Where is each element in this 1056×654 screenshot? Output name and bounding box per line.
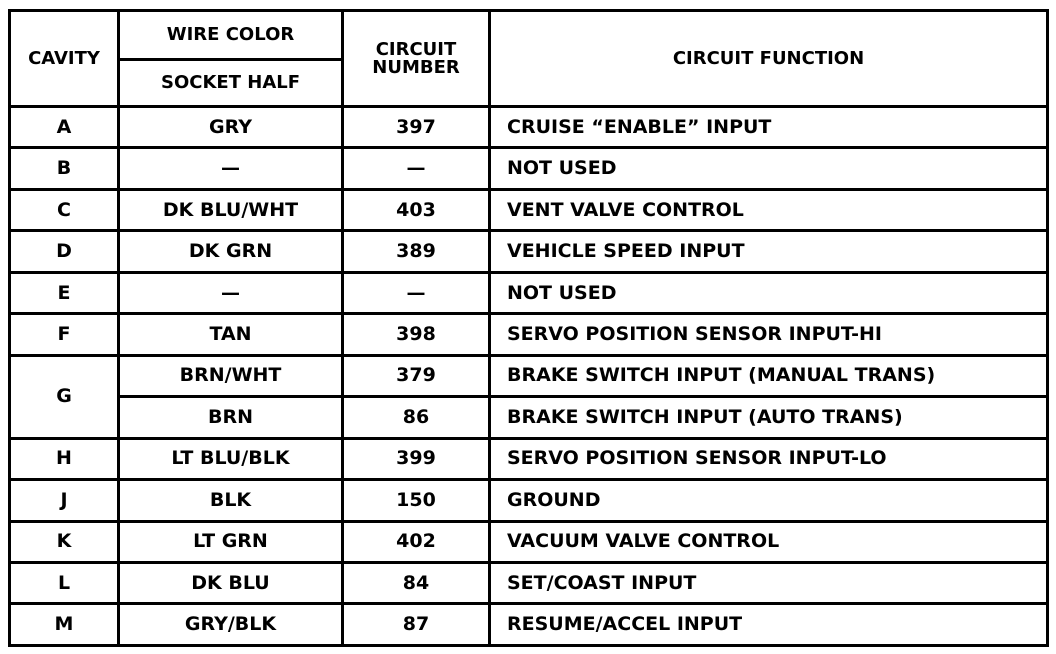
table-row-f (10, 314, 1048, 355)
circuit-number-cell: 87 (343, 604, 490, 646)
circuit-number-cell: 402 (343, 521, 490, 562)
header-socket-half: SOCKET HALF (119, 60, 343, 107)
wire-color-cell: GRY (119, 107, 343, 148)
table-row-h (10, 438, 1048, 479)
cavity-cell: M (10, 604, 119, 646)
cavity-cell: K (10, 521, 119, 562)
wire-color-cell: — (119, 148, 343, 189)
wire-color-cell: BLK (119, 480, 343, 521)
wire-color-cell: BRN/WHT (119, 355, 343, 396)
circuit-function-cell: SET/COAST INPUT (490, 562, 1048, 603)
circuit-function-cell: GROUND (490, 480, 1048, 521)
wire-color-cell: GRY/BLK (119, 604, 343, 646)
cavity-cell: H (10, 438, 119, 479)
header-cavity: CAVITY (10, 11, 119, 107)
table-row-a (10, 107, 1048, 148)
wire-color-cell: LT BLU/BLK (119, 438, 343, 479)
circuit-number-cell: — (343, 148, 490, 189)
circuit-number-cell: 397 (343, 107, 490, 148)
cavity-cell: F (10, 314, 119, 355)
table-row-d (10, 231, 1048, 272)
header-circuit-line1: CIRCUIT (375, 38, 457, 60)
table-row-b (10, 148, 1048, 189)
circuit-function-cell: VEHICLE SPEED INPUT (490, 231, 1048, 272)
circuit-function-cell: BRAKE SWITCH INPUT (AUTO TRANS) (490, 397, 1048, 438)
cavity-cell: D (10, 231, 119, 272)
circuit-function-cell: RESUME/ACCEL INPUT (490, 604, 1048, 646)
circuit-function-cell: BRAKE SWITCH INPUT (MANUAL TRANS) (490, 355, 1048, 396)
table-row-g-auto (10, 397, 1048, 438)
wire-color-cell: DK BLU (119, 562, 343, 603)
circuit-function-cell: SERVO POSITION SENSOR INPUT-HI (490, 314, 1048, 355)
circuit-function-cell: CRUISE “ENABLE” INPUT (490, 107, 1048, 148)
circuit-function-cell: NOT USED (490, 148, 1048, 189)
wire-color-cell: BRN (119, 397, 343, 438)
cavity-cell: E (10, 272, 119, 313)
table-row-l (10, 562, 1048, 603)
cavity-cell: B (10, 148, 119, 189)
circuit-number-cell: 399 (343, 438, 490, 479)
cavity-cell: A (10, 107, 119, 148)
circuit-function-cell: SERVO POSITION SENSOR INPUT-LO (490, 438, 1048, 479)
circuit-number-cell: 379 (343, 355, 490, 396)
table-row-k (10, 521, 1048, 562)
table-row-j (10, 480, 1048, 521)
wire-color-cell: TAN (119, 314, 343, 355)
connector-pinout-table (8, 9, 1049, 647)
wire-color-cell: — (119, 272, 343, 313)
table-row-c (10, 189, 1048, 230)
table-row-g-manual (10, 355, 1048, 396)
table-row-e (10, 272, 1048, 313)
circuit-number-cell: 150 (343, 480, 490, 521)
wire-color-cell: DK GRN (119, 231, 343, 272)
header-circuit-number (343, 11, 490, 107)
circuit-number-cell: — (343, 272, 490, 313)
circuit-function-cell: VACUUM VALVE CONTROL (490, 521, 1048, 562)
circuit-function-cell: VENT VALVE CONTROL (490, 189, 1048, 230)
table-row-m (10, 604, 1048, 646)
cavity-cell: C (10, 189, 119, 230)
circuit-function-cell: NOT USED (490, 272, 1048, 313)
circuit-number-cell: 84 (343, 562, 490, 603)
cavity-cell: G (10, 355, 119, 438)
circuit-number-cell: 398 (343, 314, 490, 355)
wire-color-cell: DK BLU/WHT (119, 189, 343, 230)
header-circuit-line2: NUMBER (372, 56, 460, 78)
circuit-number-cell: 403 (343, 189, 490, 230)
wire-color-cell: LT GRN (119, 521, 343, 562)
circuit-number-cell: 86 (343, 397, 490, 438)
cavity-cell: L (10, 562, 119, 603)
cavity-cell: J (10, 480, 119, 521)
header-circuit-function: CIRCUIT FUNCTION (490, 11, 1048, 107)
header-wire-color: WIRE COLOR (119, 11, 343, 60)
circuit-number-cell: 389 (343, 231, 490, 272)
